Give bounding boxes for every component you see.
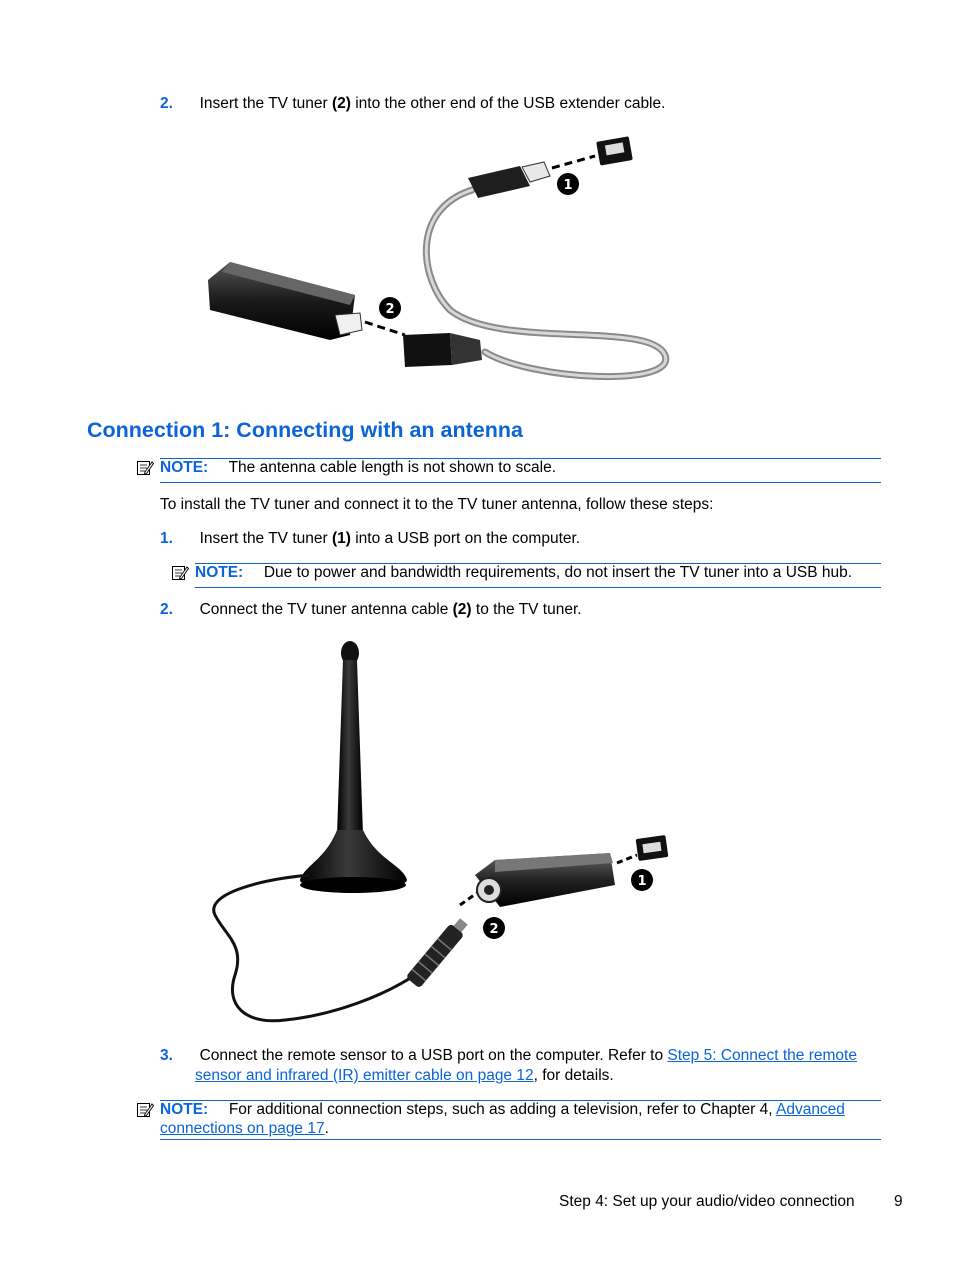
note3-link-line1[interactable]: Advanced xyxy=(775,1101,845,1118)
note1-bottom-rule xyxy=(160,482,881,483)
note3-continued xyxy=(160,1120,329,1138)
note-icon xyxy=(136,459,154,477)
step-text: Connect the TV tuner antenna cable xyxy=(199,601,453,618)
step-text-end: into a USB port on the computer. xyxy=(350,530,581,547)
note-text: Due to power and bandwidth requirements, do not insert the TV tuner into a USB hub. xyxy=(263,564,853,581)
step-3 xyxy=(160,1047,857,1065)
computer-usb-port xyxy=(596,136,633,165)
intro-paragraph: To install the TV tuner and connect it to the TV tuner antenna, follow these steps: xyxy=(160,496,714,513)
note2-bottom-rule xyxy=(195,587,881,588)
step-number: 3. xyxy=(160,1047,173,1064)
note-text: For additional connection steps, such as adding a television, refer to Chapter 4, xyxy=(228,1101,776,1118)
tv-tuner-stick xyxy=(208,262,355,340)
step-callout-ref: (2) xyxy=(331,95,351,112)
step-text-end: , for details. xyxy=(533,1067,614,1084)
step-text-end: into the other end of the USB extender cable. xyxy=(350,95,666,112)
figure1-callout-2: 2 xyxy=(385,302,395,317)
antenna-rod xyxy=(337,660,363,835)
section-heading: Connection 1: Connecting with an antenna xyxy=(87,418,523,442)
note-label: NOTE: xyxy=(160,459,209,476)
antenna-cable xyxy=(214,875,415,1021)
note-label: NOTE: xyxy=(160,1101,209,1118)
note-text-end: . xyxy=(324,1120,329,1137)
step-text: Connect the remote sensor to a USB port on the computer. Refer to xyxy=(199,1047,668,1064)
figure1-callout-1: 1 xyxy=(563,178,573,193)
usb-female-connector xyxy=(403,333,482,367)
step-text: Insert the TV tuner xyxy=(199,95,332,112)
note3-bottom-rule xyxy=(160,1139,881,1140)
step-3-continued xyxy=(195,1067,614,1085)
step-text-end: to the TV tuner. xyxy=(471,601,582,618)
footer-title: Step 4: Set up your audio/video connection xyxy=(559,1193,855,1210)
step-callout-ref: (2) xyxy=(452,601,472,618)
step-3-link-line2[interactable]: sensor and infrared (IR) emitter cable on page 12 xyxy=(195,1067,534,1084)
note1 xyxy=(160,459,556,477)
figure2-callout-2: 2 xyxy=(489,922,499,937)
page-number: 9 xyxy=(894,1193,903,1210)
figure2-callout-1: 1 xyxy=(637,874,647,889)
figure-antenna-illustration xyxy=(205,635,675,1030)
note3-link-line2[interactable]: connections on page 17 xyxy=(160,1120,325,1137)
figure-usb-extender-illustration xyxy=(200,130,690,395)
note3 xyxy=(160,1101,845,1119)
note-label: NOTE: xyxy=(195,564,244,581)
usb-plug-top xyxy=(468,162,550,198)
step-2 xyxy=(160,601,582,619)
computer-usb-port xyxy=(636,835,669,861)
coax-connector xyxy=(406,916,471,989)
step-text: Insert the TV tuner xyxy=(199,530,332,547)
step-3-link-line1[interactable]: Step 5: Connect the remote xyxy=(667,1047,857,1064)
step-callout-ref: (1) xyxy=(331,530,351,547)
step-number: 1. xyxy=(160,530,173,547)
note-icon xyxy=(136,1101,154,1119)
note2 xyxy=(195,564,852,582)
note-icon xyxy=(171,564,189,582)
step-number: 2. xyxy=(160,601,173,618)
step-2-top xyxy=(160,95,665,113)
step-1 xyxy=(160,530,580,548)
step-number: 2. xyxy=(160,95,173,112)
note-text: The antenna cable length is not shown to scale. xyxy=(228,459,556,476)
